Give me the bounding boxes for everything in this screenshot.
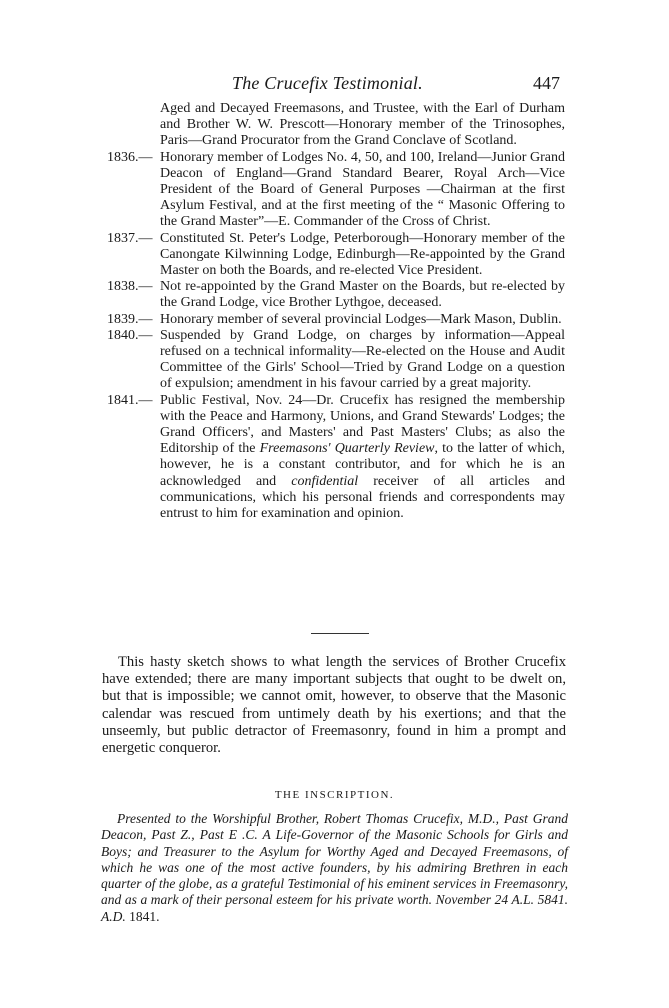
- entry-year: 1837.—: [107, 230, 153, 246]
- chronology-continuation: Aged and Decayed Freemasons, and Trustee, with the Earl of Durham and Brother W. W. Prescott—Honorary member of the Trinosophes, Paris—Grand Procurator from the Grand Conclave of Scotland.: [160, 101, 565, 149]
- entry-text: receiver of all articles and communications, which his personal friends and correspondents may entrust to him for examination and opinion.: [160, 473, 565, 522]
- chronology-entry-1837: [107, 230, 565, 280]
- journal-title: Freemasons' Quarterly Review: [259, 441, 435, 457]
- page-number: 447: [533, 73, 560, 93]
- chronology-entry-1841: [107, 392, 565, 523]
- page-header: [0, 73, 669, 97]
- chronology-list: [0, 101, 669, 522]
- chronology-entry-1840: [107, 327, 565, 393]
- entry-text: Constituted St. Peter's Lodge, Peterborough—Honorary member of the Canongate Kilwinning Lodge, Edinburgh—Re-appointed by the Grand Master on both the Boards, and re-elected Vice President.: [160, 230, 565, 279]
- entry-year: 1836.—: [107, 149, 153, 165]
- running-title: The Crucefix Testimonial.: [232, 73, 423, 93]
- inscription-year: 1841.: [129, 908, 160, 924]
- entry-text: Honorary member of several provincial Lodges—Mark Mason, Dublin.: [160, 311, 562, 327]
- entry-text: Honorary member of Lodges No. 4, 50, and 100, Ireland—Junior Grand Deacon of England—Grand Standard Bearer, Royal Arch—Vice President of the Board of General Purposes —Chairman at the first Asylum Festival, and at the first meeting of the “ Masonic Offering to the Grand Master”—E. Commander of the Cross of Christ.: [160, 149, 565, 230]
- inscription-text: [101, 811, 568, 925]
- chronology-entry-1836: [107, 149, 565, 231]
- chronology-entry-1839: [107, 311, 565, 328]
- entry-text: Public Festival, Nov. 24—Dr. Crucefix has resigned the membership with the Peace and Harmony, Unions, and Grand Stewards' Lodges; the Grand Officers', and Masters' and Past Masters' Clubs; as also the Editorship of the: [160, 392, 565, 457]
- entry-year: 1838.—: [107, 279, 153, 295]
- entry-text: Suspended by Grand Lodge, on charges by information—Appeal refused on a technical informality—Re-elected on the House and Audit Committee of the Girls' School—Tried by Grand Lodge on a question of expulsion; amendment in his favour carried by a great majority.: [160, 327, 565, 392]
- entry-year: 1839.—: [107, 311, 153, 327]
- section-divider: [311, 633, 369, 634]
- entry-year: 1841.—: [107, 392, 153, 408]
- entry-text: , to the latter of which, however, he is a constant contributor, and for which he is an acknowledged and: [160, 441, 565, 489]
- sketch-paragraph: This hasty sketch shows to what length the services of Brother Crucefix have extended; there are many important subjects that ought to be dwelt on, but that is impossible; we cannot omit, however, to observe that the Masonic calendar was rescued from untimely death by his exertions; and that the unseemly, but public detractor of Freemasonry, found in him a prompt and energetic conqueror.: [102, 654, 566, 757]
- emphasis-confidential: confidential: [291, 473, 359, 489]
- inscription-body-text: Presented to the Worshipful Brother, Robert Thomas Crucefix, M.D., Past Grand Deacon, Past Z., Past E .C. A Life-Governor of the Masonic Schools for Girls and Boys; and Treasurer to the Asylum for Worthy Aged and Decayed Freemasons, of which he was one of the most active founders, by his admiring Brethren in each quarter of the globe, as a grateful Testimonial of his eminent services in Freemasonry, and as a mark of their personal esteem for his private worth. November 24 A.L. 5841. A.D.: [101, 811, 568, 924]
- entry-year: 1840.—: [107, 327, 153, 343]
- chronology-entry-1838: [107, 279, 565, 311]
- inscription-heading: THE INSCRIPTION.: [274, 789, 395, 801]
- entry-text: Not re-appointed by the Grand Master on the Boards, but re-elected by the Grand Lodge, vice Brother Lythgoe, deceased.: [160, 279, 565, 311]
